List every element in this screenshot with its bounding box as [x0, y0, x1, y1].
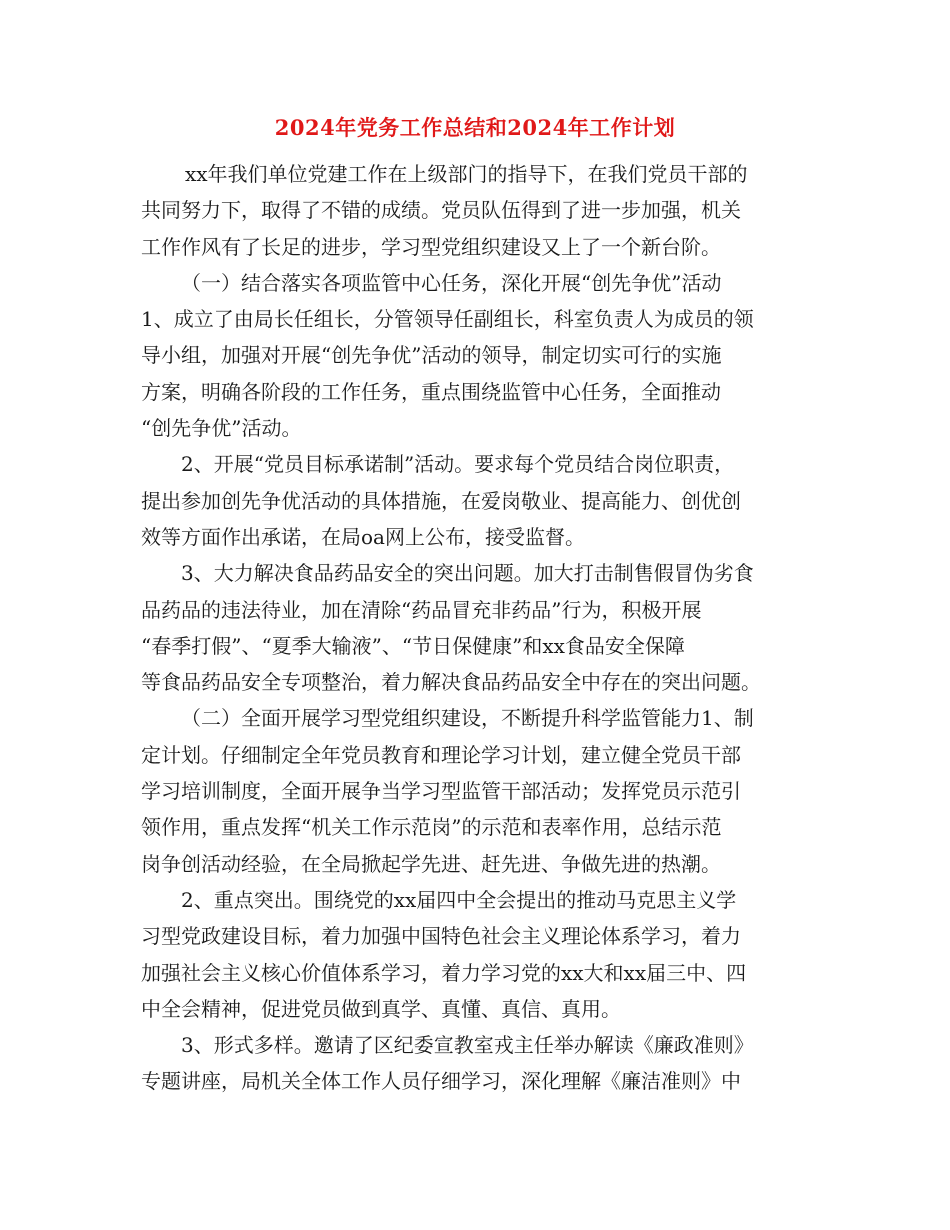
document-title: 2024年党务工作总结和2024年工作计划	[274, 115, 676, 140]
document-body	[141, 156, 813, 1100]
section-heading: （二）全面开展学习型党组织建设，不断提升科学监管能力1、制	[181, 706, 754, 731]
text-line: 导小组，加强对开展“创先争优”活动的领导，制定切实可行的实施	[141, 343, 722, 368]
text-line: 学习培训制度，全面开展争当学习型监管干部活动；发挥党员示范引	[141, 779, 741, 804]
text-line: “创先争优”活动。	[141, 416, 302, 441]
text-line: 工作作风有了长足的进步，学习型党组织建设又上了一个新台阶。	[141, 234, 721, 259]
text-line: 3、形式多样。邀请了区纪委宣教室戎主任举办解读《廉政准则》	[181, 1033, 754, 1058]
text-line: 3、大力解决食品药品安全的突出问题。加大打击制售假冒伪劣食	[181, 561, 754, 586]
text-line: 等食品药品安全专项整治，着力解决食品药品安全中存在的突出问题。	[141, 670, 761, 695]
text-line: xx年我们单位党建工作在上级部门的指导下，在我们党员干部的	[185, 162, 748, 186]
section-heading: （一）结合落实各项监管中心任务，深化开展“创先争优”活动	[181, 270, 722, 295]
text-line: 加强社会主义核心价值体系学习，着力学习党的xx大和xx届三中、四	[141, 960, 747, 985]
text-line: 定计划。仔细制定全年党员教育和理论学习计划，建立健全党员干部	[141, 742, 741, 767]
text-line: 习型党政建设目标，着力加强中国特色社会主义理论体系学习，着力	[141, 924, 741, 949]
text-line: 领作用，重点发挥“机关工作示范岗”的示范和表率作用，总结示范	[141, 815, 722, 840]
text-line: 品药品的违法待业，加在清除“药品冒充非药品”行为，积极开展	[141, 597, 702, 622]
text-line: 专题讲座，局机关全体工作人员仔细学习，深化理解《廉洁准则》中	[141, 1069, 741, 1094]
text-line: 2、开展“党员目标承诺制”活动。要求每个党员结合岗位职责，	[181, 452, 735, 477]
text-line: 中全会精神，促进党员做到真学、真懂、真信、真用。	[141, 996, 621, 1021]
text-line: 1、成立了由局长任组长，分管领导任副组长，科室负责人为成员的领	[141, 307, 754, 332]
text-line: 共同努力下，取得了不错的成绩。党员队伍得到了进一步加强，机关	[141, 198, 741, 223]
text-line: “春季打假”、“夏季大输液”、“节日保健康”和xx食品安全保障	[141, 633, 685, 658]
text-line: 2、重点突出。围绕党的xx届四中全会提出的推动马克思主义学	[181, 887, 737, 912]
text-line: 方案，明确各阶段的工作任务，重点围绕监管中心任务，全面推动	[141, 379, 721, 404]
text-line: 岗争创活动经验，在全局掀起学先进、赶先进、争做先进的热潮。	[141, 851, 721, 876]
text-line: 提出参加创先争优活动的具体措施，在爱岗敬业、提高能力、创优创	[141, 488, 741, 513]
text-line: 效等方面作出承诺，在局oa网上公布，接受监督。	[141, 524, 585, 549]
